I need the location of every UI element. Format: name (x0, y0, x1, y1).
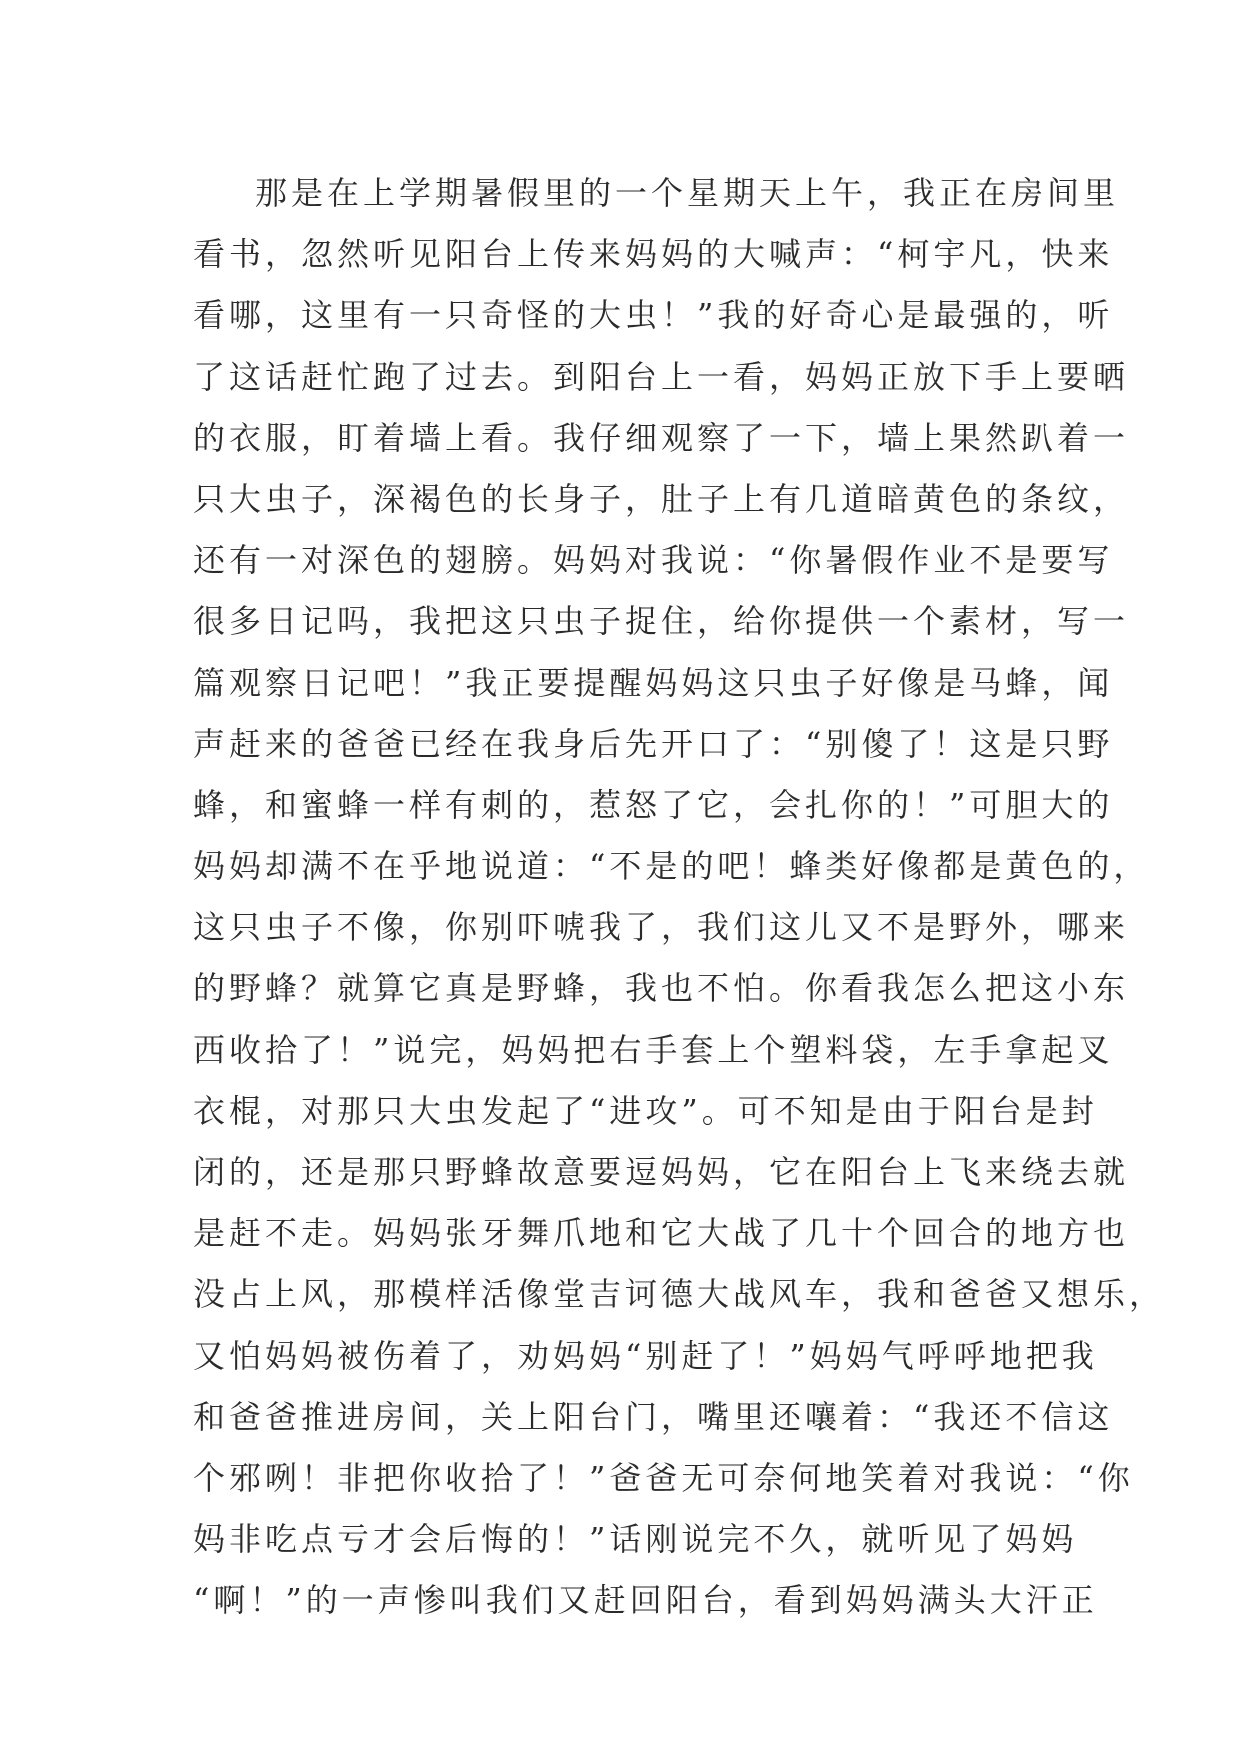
text-line: 和爸爸推进房间，关上阳台门，嘴里还嚷着：“我还不信这 (193, 1397, 1114, 1436)
text-line: 声赶来的爸爸已经在我身后先开口了：“别傻了！这是只野 (193, 724, 1114, 763)
text-line: 蜂，和蜜蜂一样有刺的，惹怒了它，会扎你的！”可胆大的 (193, 785, 1114, 824)
text-line: 了这话赶忙跑了过去。到阳台上一看，妈妈正放下手上要晒 (193, 357, 1130, 396)
text-line: 又怕妈妈被伤着了，劝妈妈“别赶了！”妈妈气呼呼地把我 (193, 1336, 1098, 1375)
text-line: 的衣服，盯着墙上看。我仔细观察了一下，墙上果然趴着一 (193, 418, 1130, 457)
text-line: 衣棍，对那只大虫发起了“进攻”。可不知是由于阳台是封 (193, 1091, 1098, 1130)
text-line: “啊！”的一声惨叫我们又赶回阳台，看到妈妈满头大汗正 (193, 1581, 1098, 1620)
text-line: 闭的，还是那只野蜂故意要逗妈妈，它在阳台上飞来绕去就 (193, 1153, 1130, 1191)
text-line: 是赶不走。妈妈张牙舞爪地和它大战了几十个回合的地方也 (193, 1214, 1130, 1253)
text-line: 篇观察日记吧！”我正要提醒妈妈这只虫子好像是马蜂，闻 (193, 663, 1114, 702)
text-line: 妈非吃点亏才会后悔的！”话刚说完不久，就听见了妈妈 (193, 1520, 1078, 1559)
text-line: 很多日记吗，我把这只虫子捉住，给你提供一个素材，写一 (193, 602, 1130, 641)
text-line: 看书，忽然听见阳台上传来妈妈的大喊声：“柯宇凡，快来 (193, 235, 1114, 274)
text-line: 没占上风，那模样活像堂吉诃德大战风车，我和爸爸又想乐， (193, 1275, 1166, 1314)
text-line: 西收拾了！”说完，妈妈把右手套上个塑料袋，左手拿起叉 (193, 1030, 1114, 1069)
text-line: 只大虫子，深褐色的长身子，肚子上有几道暗黄色的条纹， (193, 479, 1130, 518)
text-line: 的野蜂？就算它真是野蜂，我也不怕。你看我怎么把这小东 (193, 969, 1130, 1008)
essay-paragraph (193, 163, 1166, 1632)
text-line: 个邪咧！非把你收拾了！”爸爸无可奈何地笑着对我说：“你 (193, 1458, 1134, 1497)
text-line: 妈妈却满不在乎地说道：“不是的吧！蜂类好像都是黄色的， (193, 847, 1150, 886)
text-line: 还有一对深色的翅膀。妈妈对我说：“你暑假作业不是要写 (193, 541, 1114, 580)
text-line: 那是在上学期暑假里的一个星期天上午，我正在房间里 (255, 174, 1120, 212)
text-line: 看哪，这里有一只奇怪的大虫！”我的好奇心是最强的，听 (193, 296, 1114, 335)
text-line: 这只虫子不像，你别吓唬我了，我们这儿又不是野外，哪来 (193, 908, 1130, 947)
